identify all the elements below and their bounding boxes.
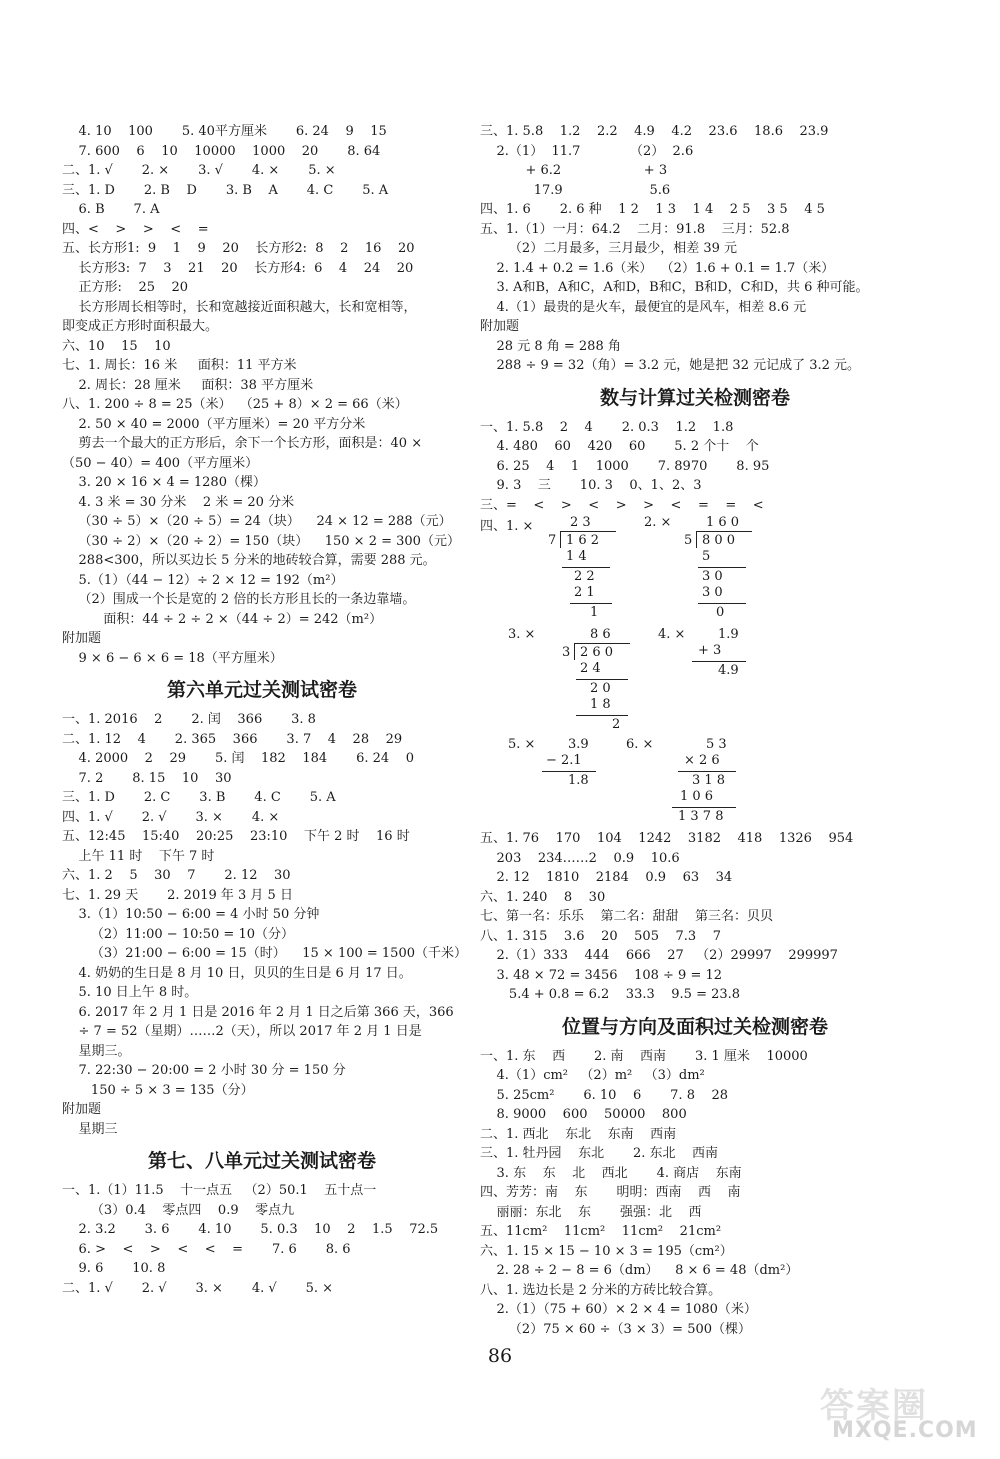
answer-line: 面积：44 ÷ 2 ÷ 2 ×（44 ÷ 2）= 242（m²） xyxy=(62,611,383,627)
calc-answers xyxy=(480,418,910,516)
answer-line: 5. 25cm² 6. 10 6 7. 8 28 xyxy=(480,1087,729,1103)
answer-line: 五、1. 76 170 104 1242 3182 418 1326 954 xyxy=(480,831,854,846)
left-column xyxy=(62,122,467,1298)
answer-line: + 6.2 + 3 xyxy=(480,163,668,178)
calc-step: 2 2 xyxy=(574,569,595,584)
position-title: 位置与方向及面积过关检测密卷 xyxy=(561,1015,828,1038)
division-bar xyxy=(696,531,752,532)
calc-line xyxy=(562,567,610,568)
answer-line: 五、12:45 15:40 20:25 23:10 下午 2 时 16 时 xyxy=(62,829,410,844)
answer-line: 2.（1）（75 + 60）× 2 × 4 = 1080（米） xyxy=(480,1302,757,1317)
answer-line: 二、1. 西北 东北 东南 西南 xyxy=(480,1126,677,1142)
answer-line: 三、= < > < > > < = = < xyxy=(480,497,764,513)
answer-line: 丽丽：东北 东 强强：北 西 xyxy=(480,1204,702,1220)
calc-line xyxy=(692,661,746,662)
answer-line: 7. 22:30 − 20:00 = 2 小时 30 分 = 150 分 xyxy=(62,1063,346,1078)
vertical-calculations xyxy=(480,515,910,824)
answer-line: 2. 12 1810 2184 0.9 63 34 xyxy=(480,870,733,885)
calc-quotient: 8 6 xyxy=(590,627,611,642)
answer-line: 四、1. √ 2. √ 3. × 4. × xyxy=(62,809,280,825)
answer-line: 2. 3.2 3. 6 4. 10 5. 0.3 10 2 1.5 72.5 xyxy=(62,1222,439,1237)
calc-step: 3 0 xyxy=(702,569,723,584)
prev-answers-continued xyxy=(480,122,910,376)
calc-title: 数与计算过关检测密卷 xyxy=(599,386,790,409)
calc-step: 5 xyxy=(702,549,711,564)
answer-line: 203 234……2 0.9 10.6 xyxy=(480,850,680,866)
calc-line xyxy=(698,603,746,604)
answer-line: 三、1. 牡丹园 东北 2. 东北 西南 xyxy=(480,1146,719,1161)
calc-dividend: 2 6 0 xyxy=(580,645,614,660)
answer-line: 5. 10 日上午 8 时。 xyxy=(62,985,198,1000)
answer-line: （3）0.4 零点四 0.9 零点九 xyxy=(62,1202,295,1218)
answer-line: 4.（1）cm² （2）m² （3）dm² xyxy=(480,1068,705,1083)
answer-line: 八、1. 200 ÷ 8 = 25（米） （25 + 8）× 2 = 66（米） xyxy=(62,397,408,412)
calc-line xyxy=(672,807,736,808)
answer-line: 四、< > > < = xyxy=(62,221,209,237)
answer-line: 4. 2000 2 29 5. 闰 182 184 6. 24 0 xyxy=(62,751,414,766)
calc-divisor: 5 xyxy=(684,533,693,548)
answer-line: 5.（1）（44 − 12）÷ 2 × 12 = 192（m²） xyxy=(62,572,344,588)
answer-line: 附加题 xyxy=(480,319,520,334)
calc-dividend: 8 0 0 xyxy=(702,533,736,548)
right-column xyxy=(480,122,910,1339)
answer-line: 8. 9000 600 50000 800 xyxy=(480,1107,687,1122)
answer-line: 4. 3 米 = 30 分米 2 米 = 20 分米 xyxy=(62,494,295,510)
answer-line: （50 − 40）= 400（平方厘米） xyxy=(62,455,259,471)
answer-line: 3. 20 × 16 × 4 = 1280（棵） xyxy=(62,475,266,490)
answer-line: 长方形3: 7 3 21 20 长方形4: 6 4 24 20 xyxy=(62,260,414,276)
unit5-answers xyxy=(62,122,462,668)
answer-line: 4. 10 100 5. 40平方厘米 6. 24 9 15 xyxy=(62,124,387,139)
calc-line xyxy=(576,715,628,716)
calc-answers-continued xyxy=(480,829,910,1005)
answer-line: 2.（1）333 444 666 27 （2）29997 299997 xyxy=(480,948,838,963)
watermark-text: 答案圈 xyxy=(820,1386,928,1426)
answer-line: 4.（1）最贵的是火车，最便宜的是风车，相差 8.6 元 xyxy=(480,299,807,315)
answer-line: 4. 奶奶的生日是 8 月 10 日，贝贝的生日是 6 月 17 日。 xyxy=(62,965,412,981)
answer-line: 六、1. 240 8 30 xyxy=(480,889,606,905)
answer-line: 6. 25 4 1 1000 7. 8970 8. 95 xyxy=(480,458,770,474)
answer-line: 六、10 15 10 xyxy=(62,338,171,354)
answer-line: 七、1. 29 天 2. 2019 年 3 月 5 日 xyxy=(62,887,293,903)
answer-line: 剪去一个最大的正方形后，余下一个长方形，面积是：40 × xyxy=(62,436,423,451)
answer-line: 三、1. D 2. C 3. B 4. C 5. A xyxy=(62,790,336,805)
answer-line: 六、1. 15 × 15 − 10 × 3 = 195（cm²） xyxy=(480,1243,733,1259)
answer-line: 2. 周长：28 厘米 面积：38 平方厘米 xyxy=(62,377,314,393)
answer-line: 一、1. 2016 2 2. 闰 366 3. 8 xyxy=(62,712,316,727)
answer-line: ÷ 7 = 52（星期）……2（天），所以 2017 年 2 月 1 日是 xyxy=(62,1024,422,1039)
calc-result: 4.9 xyxy=(718,663,739,678)
calc-operand: 5 3 xyxy=(706,737,727,752)
calc-result: 1 3 7 8 xyxy=(678,809,724,824)
answer-line: （2）11:00 − 10:50 = 10（分） xyxy=(62,926,294,942)
calc-remainder: 1 xyxy=(590,605,599,620)
calc-step: 1 8 xyxy=(590,697,611,712)
answer-line: 八、1. 315 3.6 20 505 7.3 7 xyxy=(480,928,721,944)
calc-partial: 3 1 8 xyxy=(692,773,726,788)
answer-line: 六、1. 2 5 30 7 2. 12 30 xyxy=(62,868,291,883)
unit78-answers xyxy=(62,1181,462,1298)
calc-line xyxy=(542,771,596,772)
answer-line: 三、1. 5.8 1.2 2.2 4.9 4.2 23.6 18.6 23.9 xyxy=(480,124,829,139)
calc-operand: − 2.1 xyxy=(546,753,582,768)
page-number: 86 xyxy=(487,1345,513,1367)
answer-line: 长方形周长相等时，长和宽越接近面积越大，长和宽相等， xyxy=(62,299,417,315)
answer-line: 3. 48 × 72 = 3456 108 ÷ 9 = 12 xyxy=(480,967,723,983)
calc-line xyxy=(570,603,612,604)
calc-label: 6. × xyxy=(626,737,654,752)
calc-remainder: 2 xyxy=(612,717,621,732)
answer-line: 附加题 xyxy=(62,1102,102,1117)
calc-label: 5. × xyxy=(508,737,536,752)
calc-step: 2 1 xyxy=(574,585,595,600)
answer-line: 星期三。 xyxy=(62,1043,131,1059)
calc-line xyxy=(678,771,736,772)
division-bar xyxy=(560,531,616,532)
answer-line: 三、1. D 2. B D 3. B A 4. C 5. A xyxy=(62,182,389,198)
calc-step: 1 4 xyxy=(566,549,587,564)
calc-step: 2 4 xyxy=(580,661,601,676)
calc-operand: + 3 xyxy=(698,643,722,658)
calc-divisor: 7 xyxy=(548,533,557,548)
answer-line: 2. 50 × 40 = 2000（平方厘米）= 20 平方分米 xyxy=(62,416,366,432)
calc-operand: 1.9 xyxy=(718,627,739,642)
answer-line: 4. 480 60 420 60 5. 2 个十 个 xyxy=(480,439,759,454)
answer-line: 二、1. √ 2. √ 3. × 4. √ 5. × xyxy=(62,1280,334,1296)
answer-line: 288<300，所以买边长 5 分米的地砖较合算，需要 288 元。 xyxy=(62,553,436,568)
calc-result: 1.8 xyxy=(568,773,589,788)
calc-label: 4. × xyxy=(658,627,686,642)
answer-line: 一、1.（1）11.5 十一点五 （2）50.1 五十点一 xyxy=(62,1183,377,1198)
answer-line: 288 ÷ 9 = 32（角）= 3.2 元，她是把 32 元记成了 3.2 元。 xyxy=(480,358,861,373)
watermark-logo xyxy=(820,1378,980,1448)
answer-line: （2）75 × 60 ÷（3 × 3）= 500（棵） xyxy=(480,1321,752,1337)
answer-line: 七、1. 周长：16 米 面积：11 平方米 xyxy=(62,358,297,373)
answer-line: 五、1.（1）一月：64.2 二月：91.8 三月：52.8 xyxy=(480,221,790,237)
calc-line xyxy=(576,679,628,680)
answer-line: 9. 3 三 10. 3 0、1、2、3 xyxy=(480,478,702,493)
calc-label: 2. × xyxy=(644,515,672,530)
answer-line: 星期三 xyxy=(62,1121,118,1137)
answer-line: 3. A和B，A和C，A和D，B和C，B和D，C和D，共 6 种可能。 xyxy=(480,280,869,295)
answer-line: 附加题 xyxy=(62,631,102,646)
answer-line: 5.4 + 0.8 = 6.2 33.3 9.5 = 23.8 xyxy=(480,987,741,1002)
calc-step: 2 0 xyxy=(590,681,611,696)
calc-dividend: 1 6 2 xyxy=(566,533,600,548)
position-answers xyxy=(480,1047,910,1340)
calc-partial: 1 0 6 xyxy=(680,789,714,804)
calc-label: 四、1. × xyxy=(480,519,534,534)
answer-line: 6. 2017 年 2 月 1 日是 2016 年 2 月 1 日之后第 366 天，366 xyxy=(62,1004,454,1020)
answer-line: 2. 28 ÷ 2 − 8 = 6（dm） 8 × 6 = 48（dm²） xyxy=(480,1263,799,1278)
division-bracket xyxy=(574,643,575,660)
answer-line: 6. B 7. A xyxy=(62,202,160,217)
answer-line: 17.9 5.6 xyxy=(480,182,671,198)
answer-line: 正方形: 25 20 xyxy=(62,280,189,295)
answer-line: 2.（1） 11.7 （2） 2.6 xyxy=(480,143,694,159)
calc-quotient: 2 3 xyxy=(570,515,591,530)
unit6-answers xyxy=(62,710,467,1139)
answer-line: 上午 11 时 下午 7 时 xyxy=(62,848,215,864)
answer-line: 7. 2 8. 15 10 30 xyxy=(62,770,232,786)
answer-line: 28 元 8 角 = 288 角 xyxy=(480,338,621,354)
calc-label: 3. × xyxy=(508,627,536,642)
calc-divisor: 3 xyxy=(562,645,571,660)
answer-line: 五、长方形1: 9 1 9 20 长方形2: 8 2 16 20 xyxy=(62,241,415,256)
calc-line xyxy=(698,567,746,568)
answer-line: 四、1. 6 2. 6 种 1 2 1 3 1 4 2 5 3 5 4 5 xyxy=(480,202,825,217)
calc-remainder: 0 xyxy=(716,605,725,620)
answer-line: 9 × 6 − 6 × 6 = 18（平方厘米） xyxy=(62,650,283,666)
answer-line: 八、1. 选边长是 2 分米的方砖比较合算。 xyxy=(480,1282,722,1298)
division-bracket xyxy=(696,531,697,548)
unit78-title: 第七、八单元过关测试密卷 xyxy=(147,1150,376,1172)
answer-line: 9. 6 10. 8 xyxy=(62,1261,166,1276)
answer-line: 3. 东 东 北 西北 4. 商店 东南 xyxy=(480,1165,742,1181)
calc-step: 3 0 xyxy=(702,585,723,600)
answer-line: 四、芳芳：南 东 明明：西南 西 南 xyxy=(480,1185,741,1200)
answer-line: （30 ÷ 2）×（20 ÷ 2）= 150（块） 150 × 2 = 300（元） xyxy=(62,533,460,549)
answer-line: （30 ÷ 5）×（20 ÷ 5）= 24（块） 24 × 12 = 288（元） xyxy=(62,514,452,529)
answer-line: 一、1. 5.8 2 4 2. 0.3 1.2 1.8 xyxy=(480,419,734,435)
answer-line: 二、1. √ 2. × 3. √ 4. × 5. × xyxy=(62,163,336,178)
answer-line: 五、11cm² 11cm² 11cm² 21cm² xyxy=(480,1224,722,1239)
calc-operand: × 2 6 xyxy=(684,753,720,768)
answer-line: 3.（1）10:50 − 6:00 = 4 小时 50 分钟 xyxy=(62,907,320,922)
answer-line: 7. 600 6 10 10000 1000 20 8. 64 xyxy=(62,143,381,159)
answer-line: （2）二月最多，三月最少，相差 39 元 xyxy=(480,241,738,256)
answer-line: 6. > < > < < = 7. 6 8. 6 xyxy=(62,1241,351,1257)
unit6-title: 第六单元过关测试密卷 xyxy=(166,679,357,701)
answer-line: 一、1. 东 西 2. 南 西南 3. 1 厘米 10000 xyxy=(480,1048,808,1064)
calc-quotient: 1 6 0 xyxy=(706,515,740,530)
division-bracket xyxy=(560,531,561,548)
answer-line: 七、第一名：乐乐 第二名：甜甜 第三名：贝贝 xyxy=(480,909,774,924)
watermark-url: MXQE.COM xyxy=(832,1418,978,1443)
answer-line: （2）围成一个长是宽的 2 倍的长方形且长的一条边靠墙。 xyxy=(62,592,416,607)
answer-line: 2. 1.4 + 0.2 = 1.6（米） （2）1.6 + 0.1 = 1.7（米） xyxy=(480,260,835,276)
answer-line: 150 ÷ 5 × 3 = 135（分） xyxy=(62,1082,254,1098)
answer-line: （3）21:00 − 6:00 = 15（时） 15 × 100 = 1500（千米） xyxy=(62,946,467,961)
division-bar xyxy=(574,643,630,644)
answer-line: 即变成正方形时面积最大。 xyxy=(62,319,219,334)
calc-operand: 3.9 xyxy=(568,737,589,752)
answer-line: 二、1. 12 4 2. 365 366 3. 7 4 28 29 xyxy=(62,731,403,747)
